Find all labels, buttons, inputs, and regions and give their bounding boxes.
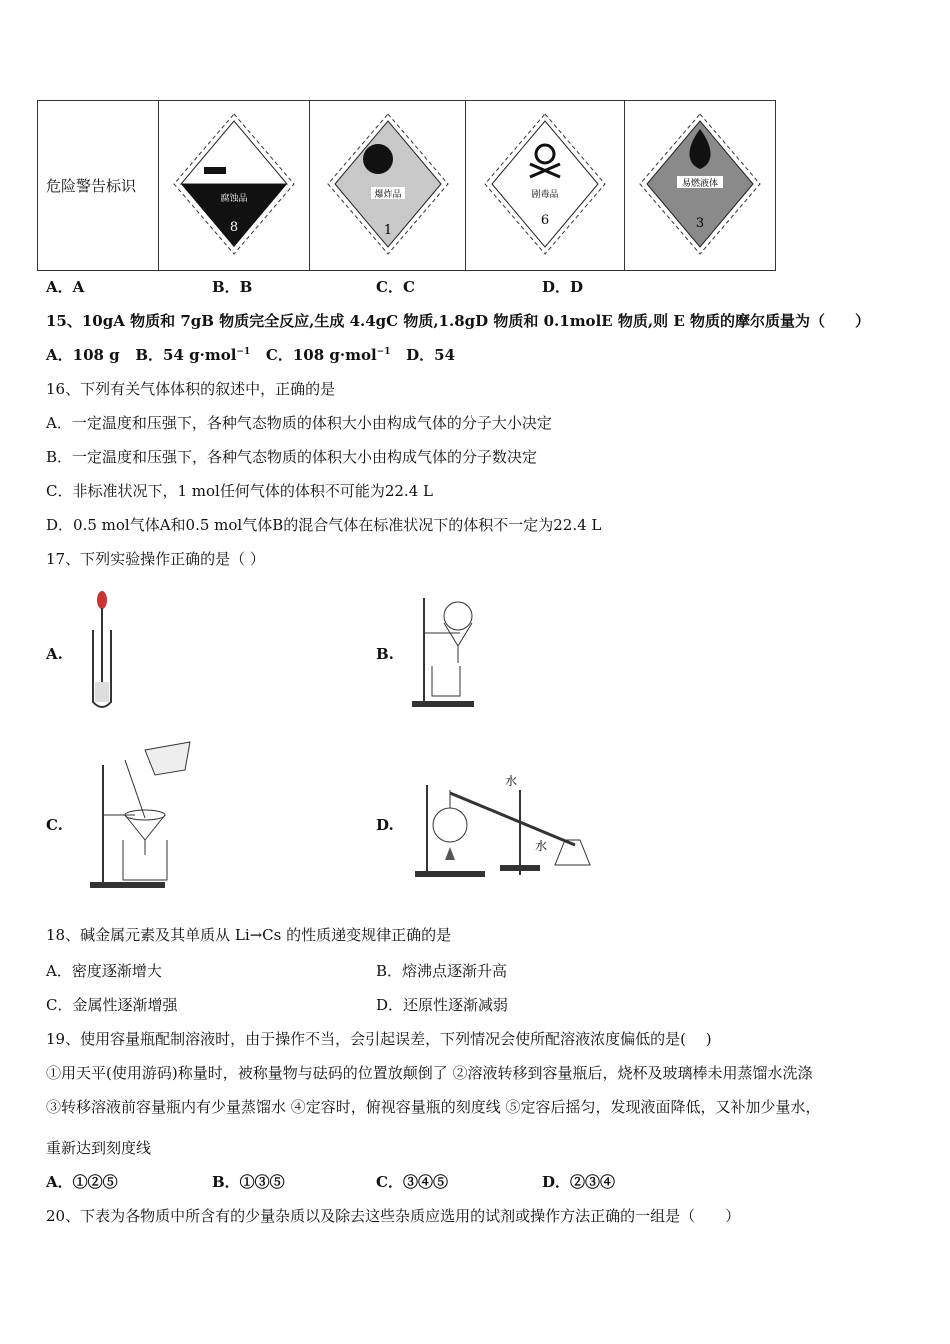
q16-option-d: D．0.5 mol气体A和0.5 mol气体B的混合气体在标准状况下的体积不一定为22.4 L [46, 516, 602, 534]
option-b: B．B [212, 278, 253, 296]
svg-text:剧毒品: 剧毒品 [531, 189, 559, 200]
svg-text:6: 6 [540, 212, 550, 228]
q18-option-c: C．金属性逐渐增强 [46, 996, 178, 1014]
q19-line: ①用天平(使用游码)称量时，被称量物与砝码的位置放颠倒了 ②溶液转移到容量瓶后，烧杯及玻璃棒未用蒸馏水洗涤 [46, 1064, 813, 1082]
separatory-funnel-figure [410, 588, 480, 713]
q19-option-d: D．②③④ [542, 1173, 616, 1191]
svg-text:水: 水 [505, 774, 518, 788]
q16-option-a: A．一定温度和压强下，各种气态物质的体积大小由构成气体的分子大小决定 [46, 414, 552, 432]
option-c: C．C [376, 278, 415, 296]
option-a: A．A [46, 278, 85, 296]
q17-label-a: A. [46, 645, 63, 663]
q17-label-b: B. [376, 645, 394, 663]
sign-toxic [466, 101, 625, 271]
sign-text: 腐蚀品 [220, 193, 248, 204]
question-18: 18、碱金属元素及其单质从 Li→Cs 的性质递变规律正确的是 [46, 926, 452, 944]
svg-text:1: 1 [383, 222, 392, 238]
question-15: 15、10gA 物质和 7gB 物质完全反应,生成 4.4gC 物质,1.8gD 物质和 0.1molE 物质,则 E 物质的摩尔质量为（ ） [46, 312, 871, 330]
sign-corrosive [159, 101, 310, 271]
sign-flammable [625, 101, 776, 271]
q17-label-c: C. [46, 816, 63, 834]
question-17: 17、下列实验操作正确的是（ ） [46, 550, 265, 568]
q19-option-a: A．①②⑤ [46, 1173, 118, 1191]
svg-text:水: 水 [535, 839, 548, 853]
question-19: 19、使用容量瓶配制溶液时，由于操作不当，会引起误差，下列情况会使所配溶液浓度偏低的是( ) [46, 1030, 712, 1048]
svg-text:3: 3 [695, 215, 705, 231]
svg-text:爆炸品: 爆炸品 [373, 189, 402, 200]
filtration-figure [85, 740, 200, 890]
q16-option-c: C．非标准状况下，1 mol任何气体的体积不可能为22.4 L [46, 482, 433, 500]
q19-option-b: B．①③⑤ [212, 1173, 285, 1191]
svg-text:8: 8 [229, 219, 239, 235]
q16-option-b: B．一定温度和压强下，各种气态物质的体积大小由构成气体的分子数决定 [46, 448, 538, 466]
dropper-test-tube-figure [85, 590, 120, 715]
q19-option-c: C．③④⑤ [376, 1173, 448, 1191]
svg-text:易燃液体: 易燃液体 [681, 178, 719, 189]
q18-option-d: D．还原性逐渐减弱 [376, 996, 509, 1014]
hazard-sign-table [37, 100, 776, 271]
q18-option-b: B．熔沸点逐渐升高 [376, 962, 508, 980]
q17-label-d: D. [376, 816, 394, 834]
sign-explosive [310, 101, 466, 271]
q15-options: A．108 g B．54 g·mol$^{-1}$ C．108 g·mol$^{-1}$ D．54 [46, 346, 456, 364]
question-16: 16、下列有关气体体积的叙述中，正确的是 [46, 380, 336, 398]
q19-line: ③转移溶液前容量瓶内有少量蒸馏水 ④定容时，俯视容量瓶的刻度线 ⑤定容后摇匀，发现液面降低，又补加少量水， [46, 1098, 821, 1116]
question-20: 20、下表为各物质中所含有的少量杂质以及除去这些杂质应选用的试剂或操作方法正确的一组是（ ） [46, 1207, 741, 1225]
row-label: 危险警告标识 [38, 101, 159, 271]
distillation-figure [415, 765, 595, 880]
option-d: D．D [542, 278, 584, 296]
q18-option-a: A．密度逐渐增大 [46, 962, 162, 980]
q19-line: 重新达到刻度线 [46, 1139, 152, 1157]
